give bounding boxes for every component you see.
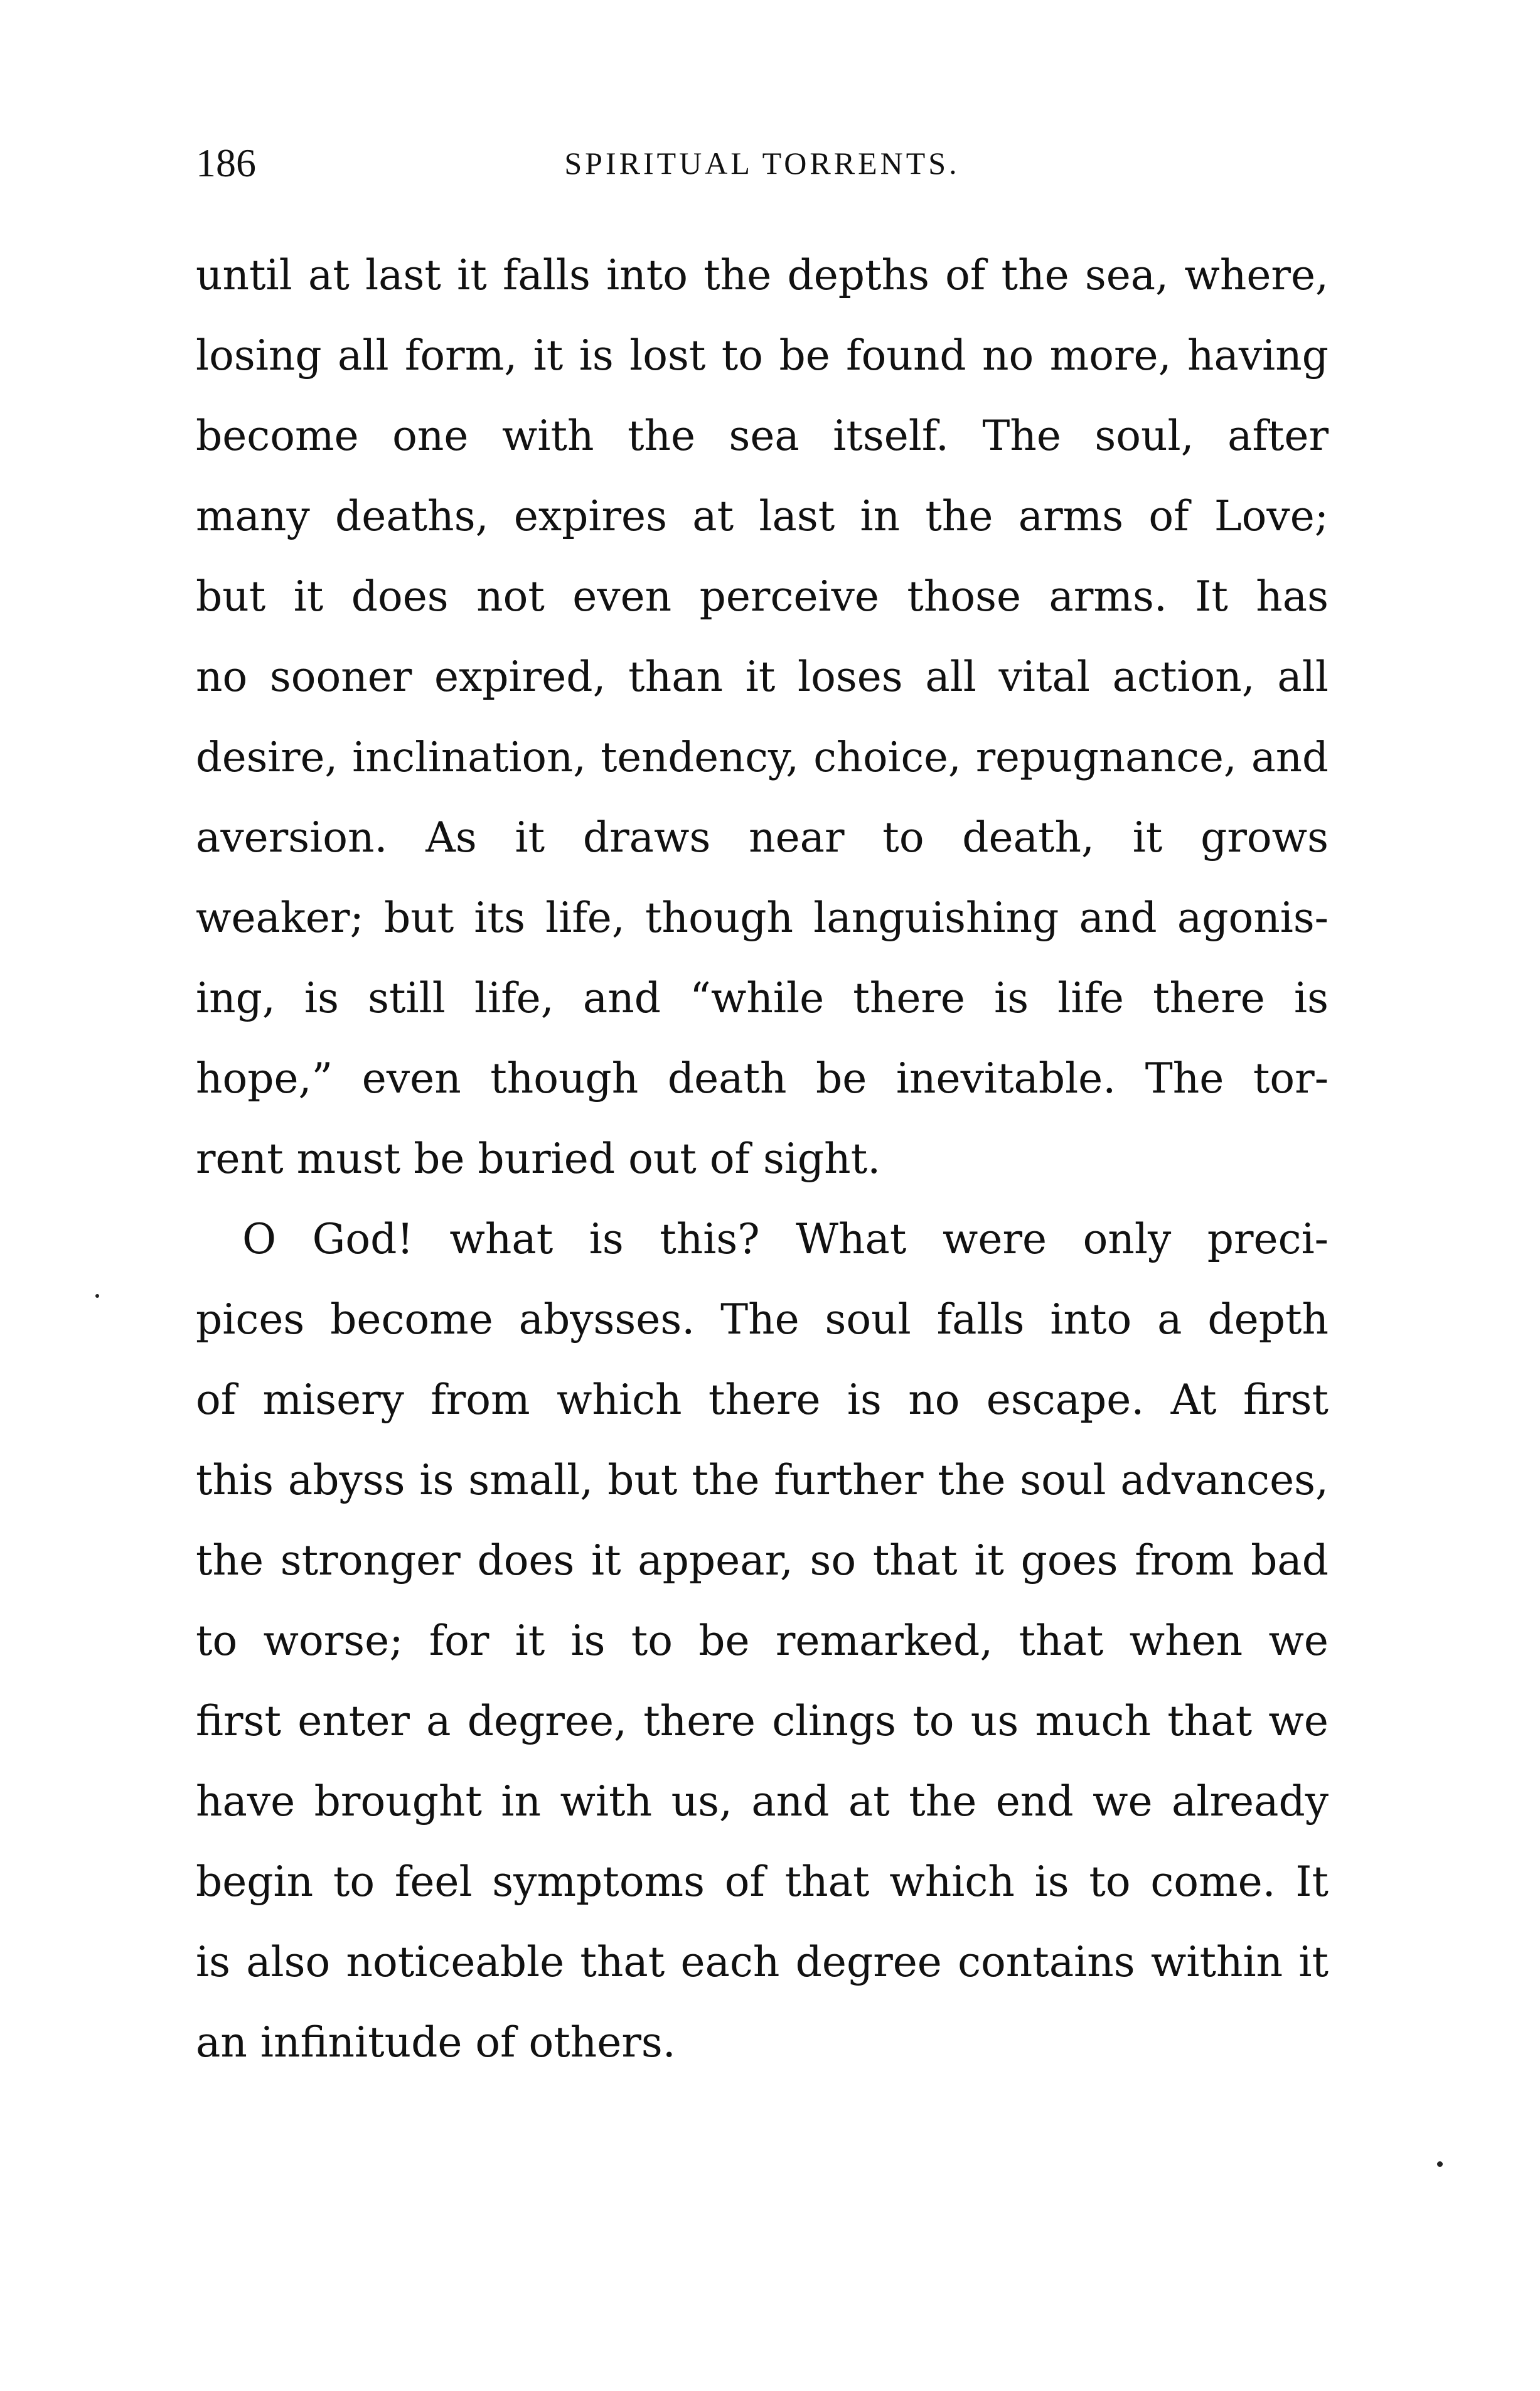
body-text xyxy=(196,235,1329,2083)
text-line: first enter a degree, there clings to us much that we xyxy=(196,1697,1329,1745)
text-line: to worse; for it is to be remarked, that when we xyxy=(196,1617,1329,1665)
text-line: hope,” even though death be inevitable. The tor- xyxy=(196,1054,1329,1103)
running-head xyxy=(196,129,1329,198)
paragraph-start-line: O God! what is this? What were only preci- xyxy=(242,1215,1329,1263)
text-line: losing all form, it is lost to be found no more, having xyxy=(196,331,1329,380)
scan-speck xyxy=(95,1294,99,1298)
text-line: begin to feel symptoms of that which is to come. It xyxy=(196,1858,1329,1906)
running-title: SPIRITUAL TORRENTS. xyxy=(564,146,960,181)
text-line: is also noticeable that each degree contains within it xyxy=(196,1938,1329,1986)
page-number: 186 xyxy=(196,141,256,185)
paragraph-end-line: an infinitude of others. xyxy=(196,2018,676,2067)
text-line: many deaths, expires at last in the arms of Love; xyxy=(196,492,1329,540)
text-line: have brought in with us, and at the end we already xyxy=(196,1777,1329,1826)
text-line: weaker; but its life, though languishing and agonis- xyxy=(196,894,1329,942)
text-line: no sooner expired, than it loses all vital action, all xyxy=(196,653,1329,701)
text-line: until at last it falls into the depths of the sea, where, xyxy=(196,251,1329,299)
text-line: pices become abysses. The soul falls into a depth xyxy=(196,1295,1329,1344)
text-line: aversion. As it draws near to death, it grows xyxy=(196,813,1329,862)
text-line: but it does not even perceive those arms. It has xyxy=(196,572,1329,621)
text-line: ing, is still life, and “while there is life there is xyxy=(196,974,1329,1022)
scan-speck xyxy=(1437,2161,1443,2167)
text-line: desire, inclination, tendency, choice, repugnance, and xyxy=(196,734,1329,781)
text-line: become one with the sea itself. The soul, after xyxy=(196,412,1329,460)
text-line: the stronger does it appear, so that it goes from bad xyxy=(196,1536,1329,1585)
paragraph-end-line: rent must be buried out of sight. xyxy=(196,1135,881,1183)
text-line: this abyss is small, but the further the soul advances, xyxy=(196,1456,1329,1504)
text-line: of misery from which there is no escape. At first xyxy=(196,1376,1329,1424)
